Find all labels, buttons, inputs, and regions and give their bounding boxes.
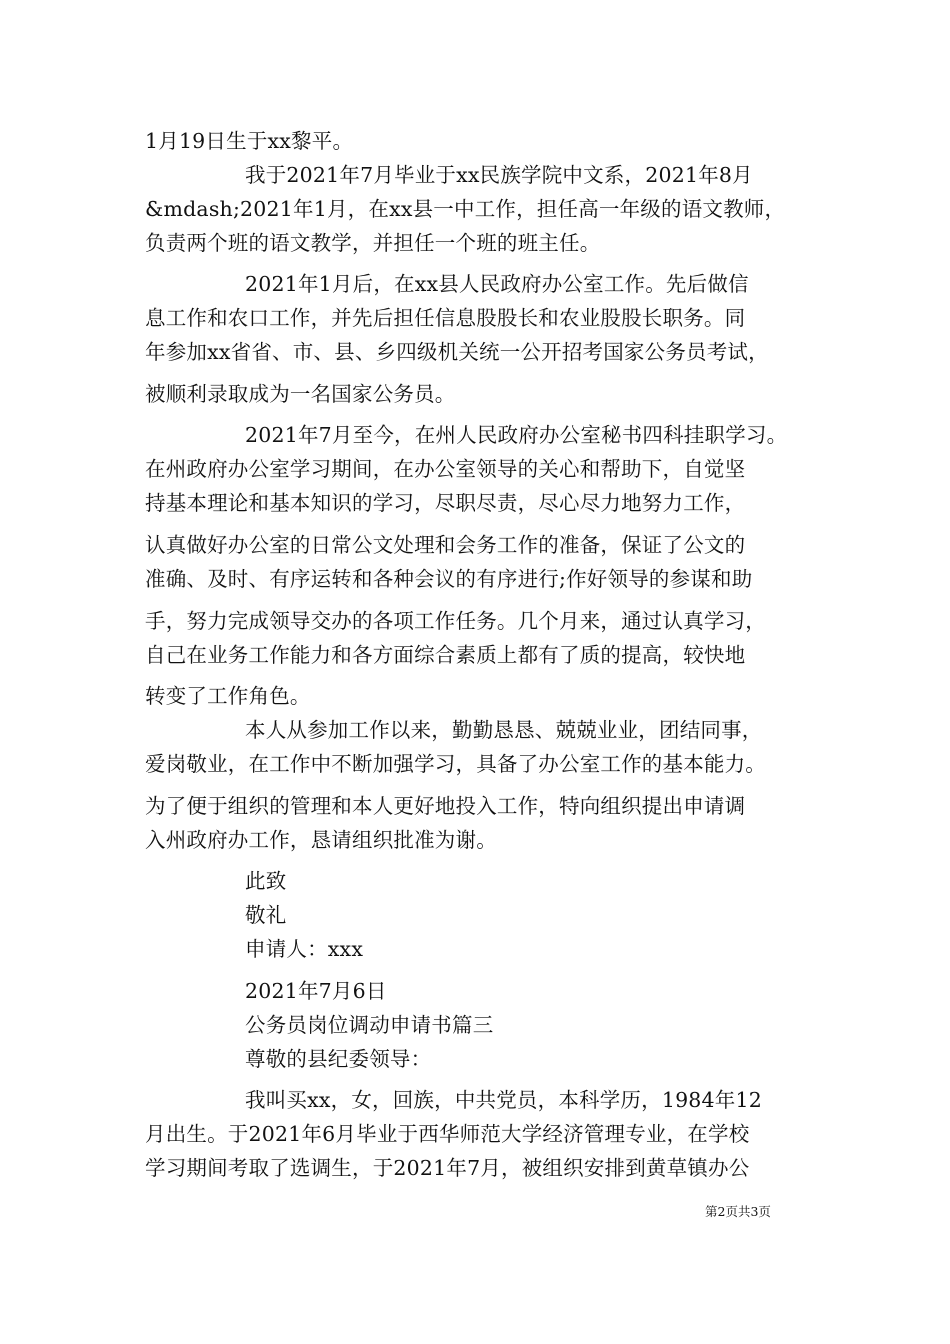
text-line: 在州政府办公室学习期间，在办公室领导的关心和帮助下，自觉坚	[145, 457, 746, 481]
page-number-footer: 第2页共3页	[705, 1204, 771, 1219]
text-line: 公务员岗位调动申请书篇三	[245, 1013, 494, 1037]
text-line: 我于2021年7月毕业于xx民族学院中文系，2021年8月	[245, 163, 753, 187]
text-line: 尊敬的县纪委领导：	[245, 1047, 432, 1071]
text-line: 被顺利录取成为一名国家公务员。	[145, 382, 456, 406]
text-line: 年参加xx省省、市、县、乡四级机关统一公开招考国家公务员考试，	[145, 340, 769, 364]
text-line: 2021年1月后，在xx县人民政府办公室工作。先后做信	[245, 272, 749, 296]
text-line: 入州政府办工作，恳请组织批准为谢。	[145, 828, 497, 852]
text-line: 准确、及时、有序运转和各种会议的有序进行;作好领导的参谋和助	[145, 567, 753, 591]
text-line: 申请人：xxx	[245, 937, 364, 961]
text-line: 认真做好办公室的日常公文处理和会务工作的准备，保证了公文的	[145, 533, 746, 557]
text-line: 1月19日生于xx黎平。	[145, 129, 354, 153]
text-line: 持基本理论和基本知识的学习，尽职尽责，尽心尽力地努力工作，	[145, 491, 746, 515]
text-line: 爱岗敬业，在工作中不断加强学习，具备了办公室工作的基本能力。	[145, 752, 766, 776]
text-line: 为了便于组织的管理和本人更好地投入工作，特向组织提出申请调	[145, 794, 746, 818]
text-line: 转变了工作角色。	[145, 684, 311, 708]
text-line: 2021年7月6日	[245, 979, 387, 1003]
text-line: 负责两个班的语文教学，并担任一个班的班主任。	[145, 231, 601, 255]
text-line: 2021年7月至今，在州人民政府办公室秘书四科挂职学习。	[245, 423, 788, 447]
text-line: 我叫买xx，女，回族，中共党员，本科学历，1984年12	[245, 1088, 762, 1112]
text-line: 学习期间考取了选调生，于2021年7月，被组织安排到黄草镇办公	[145, 1156, 750, 1180]
text-line: 此致	[245, 869, 287, 893]
text-line: 敬礼	[245, 903, 287, 927]
text-line: 本人从参加工作以来，勤勤恳恳、兢兢业业，团结同事，	[245, 718, 763, 742]
text-line: 手，努力完成领导交办的各项工作任务。几个月来，通过认真学习，	[145, 609, 766, 633]
text-line: 息工作和农口工作，并先后担任信息股股长和农业股股长职务。同	[145, 306, 746, 330]
text-line: &mdash;2021年1月，在xx县一中工作，担任高一年级的语文教师，	[145, 197, 786, 221]
text-line: 自己在业务工作能力和各方面综合素质上都有了质的提高，较快地	[145, 643, 746, 667]
text-line: 月出生。于2021年6月毕业于西华师范大学经济管理专业，在学校	[145, 1122, 750, 1146]
